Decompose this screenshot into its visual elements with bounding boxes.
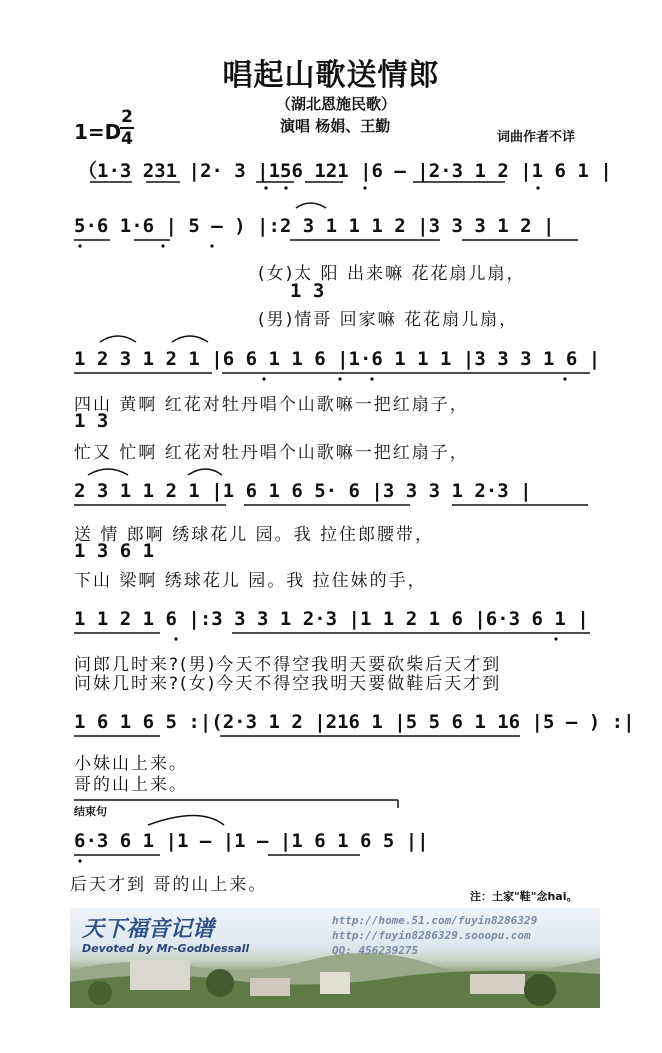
- key-signature: 1=D: [74, 120, 122, 144]
- notation-coda: 6·3 6 1 |1 – |1 – |1 6 1 6 5 ||: [74, 830, 429, 852]
- lyric-row-2-male: (男)情哥 回家嘛 花花扇儿扇，: [258, 310, 519, 330]
- banner-url-1: http://home.51.com/fuyin8286329: [332, 914, 538, 927]
- lyric-row-3-a: 四山 黄啊 红花对牡丹唱个山歌嘛一把红扇子，: [74, 395, 469, 415]
- lyric-row-6-b: 哥的山上来。: [74, 775, 188, 795]
- tie: [100, 336, 136, 342]
- lyric-row-4-a: 送 情 郎啊 绣球花儿 园。我 拉住郎腰带，: [74, 525, 435, 545]
- meter-top: 2: [121, 107, 133, 127]
- notation-row-1: （1·3 231 |2· 3 |156 121 |6 – |2·3 1 2 |1 6 1 |: [78, 160, 612, 182]
- tie: [88, 469, 128, 475]
- lyric-coda: 后天才到 哥的山上来。: [70, 875, 268, 895]
- alt-notation-row-4: 1 3 6 1: [74, 540, 155, 562]
- notation-row-2: 5·6 1·6 | 5 – ) |:2 3 1 1 1 2 |3 3 3 1 2 |: [74, 215, 555, 237]
- lyric-row-4-b: 下山 梁啊 绣球花儿 园。我 拉住妹的手，: [74, 571, 427, 591]
- lyric-row-3-b: 忙又 忙啊 红花对牡丹唱个山歌嘛一把红扇子，: [74, 443, 469, 463]
- banner-title: 天下福音记谱: [82, 917, 215, 942]
- lyric-row-5-a: 问郎几时来?(男)今天不得空我明天要砍柴后天才到: [74, 655, 502, 675]
- beat-dot: [284, 186, 287, 189]
- lyric-row-6-a: 小妹山上来。: [74, 754, 188, 774]
- notation-row-5: 1 1 2 1 6 |:3 3 3 1 2·3 |1 1 2 1 6 |6·3 6 1 |: [74, 608, 589, 630]
- beat-dot: [363, 186, 366, 189]
- beat-dot: [370, 377, 373, 380]
- footnote: 注：土家"鞋"念hai。: [470, 890, 578, 903]
- meter-bottom: 4: [121, 129, 133, 149]
- song-title: 唱起山歌送情郎: [222, 58, 440, 93]
- alt-notation-row-2: 1 3: [290, 280, 325, 302]
- tie: [148, 816, 224, 826]
- coda-label: 结束句: [74, 805, 107, 818]
- beat-dot: [338, 377, 341, 380]
- beat-dot: [174, 637, 177, 640]
- beat-dot: [262, 377, 265, 380]
- watermark-banner: [70, 908, 600, 1008]
- beat-dot: [554, 637, 557, 640]
- beat-dot: [78, 859, 81, 862]
- banner-qq: QQ: 456239275: [332, 944, 419, 957]
- composer-credit: 词曲作者不详: [497, 130, 576, 145]
- beat-dot: [161, 244, 164, 247]
- lyric-row-5-b: 问妹几时来?(女)今天不得空我明天要做鞋后天才到: [74, 674, 502, 694]
- beat-dot: [264, 186, 267, 189]
- tie: [296, 203, 326, 208]
- beat-dot: [563, 377, 566, 380]
- alt-notation-row-3: 1 3: [74, 410, 109, 432]
- tie: [188, 469, 222, 475]
- notation-row-6: 1 6 1 6 5 :|(2·3 1 2 |216 1 |5 5 6 1 16 |5 – ) :|: [74, 711, 635, 733]
- lyric-row-2-female: (女)太 阳 出来嘛 花花扇儿扇，: [258, 264, 526, 284]
- beat-dot: [210, 244, 213, 247]
- banner-url-2: http://fuyin8286329.sooopu.com: [332, 929, 531, 942]
- tie: [172, 336, 208, 342]
- beat-dot: [536, 186, 539, 189]
- beat-dot: [78, 244, 81, 247]
- song-subtitle: （湖北恩施民歌）: [276, 95, 397, 113]
- notation-row-3: 1 2 3 1 2 1 |6 6 1 1 6 |1·6 1 1 1 |3 3 3 1 6 |: [74, 348, 601, 370]
- singers: 演唱 杨娟、王勤: [280, 117, 391, 135]
- banner-subtitle: Devoted by Mr-Godblessall: [82, 942, 250, 955]
- notation-row-4: 2 3 1 1 2 1 |1 6 1 6 5· 6 |3 3 3 1 2·3 |: [74, 480, 532, 502]
